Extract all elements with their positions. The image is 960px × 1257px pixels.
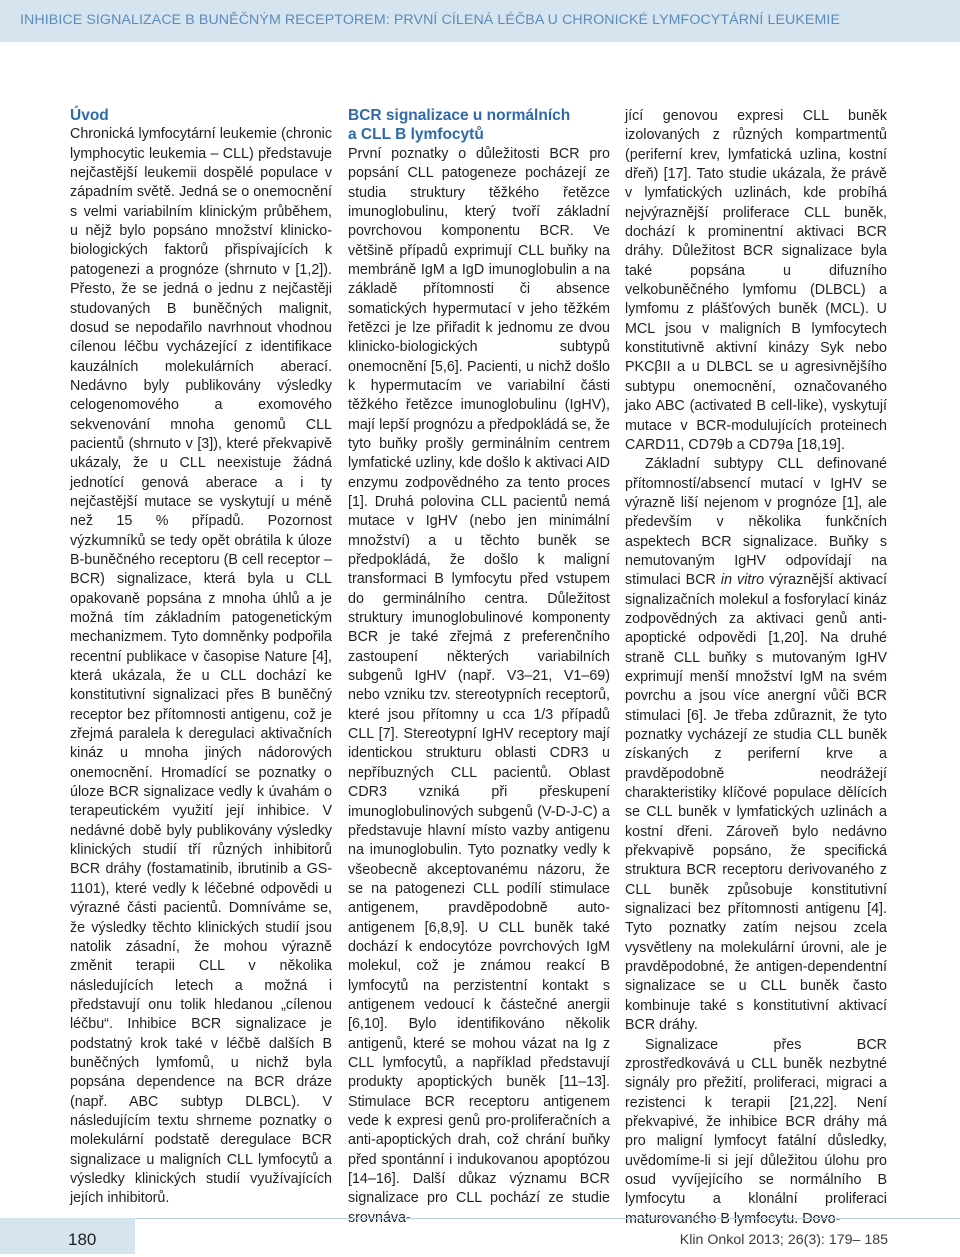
bcr-paragraph-1: První poznatky o důležitosti BCR pro popsání CLL patogeneze pocházejí ze studia struktury těžkého řetězce imunoglobulinu, který tvoří základní povrchovou komponentu BCR. Ve většině případů exprimují CLL buňky na membráně IgM a IgD imunoglobulin a na základě přítomnosti či absence somatických hypermutací v jeho těžkém řetězci je lze přiřadit k jednomu ze dvou klinicko-biologických subtypů onemocnění [5,6]. Pacienti, u nichž došlo k hypermutacím ve variabilní části těžkého řetězce imunoglobulinu (IgHV), mají lepší prognózu a předpokládá se, že tyto buňky prošly germinálním centrem lymfatické uzliny, kde došlo k aktivaci AID enzymu zodpovědného za tento proces [1]. Druhá polovina CLL pacientů nemá mutace v IgHV (nebo jen minimální množství) a u těchto buněk se předpokládá, že došlo k maligní transformaci B lymfocytu před vstupem do germinálního centra. Důležitost struktury imunoglobulinové komponenty BCR je také zřejmá z preferenčního zastoupení některých variabilních subgenů IgHV (např. V3–21, V1–69) nebo vzniku tzv. stereotypních receptorů, které jsou přítomny u cca 1/3 případů CLL [7]. Stereotypní IgHV receptory mají identickou strukturu oblasti CDR3 u nepříbuzných CLL pacientů. Oblast CDR3 vzniká při přeskupení imunoglobulinových subgenů (V-D-J-C) a představuje hlavní místo vazby antigenu na imunoglobulin. Tyto poznatky vedly k všeobecně akceptovanému názoru, že se na patogenezi CLL podílí stimulace antigenem, pravděpodobně auto-antigenem [6,8,9]. U CLL buněk také dochází k endocytóze povrchových IgM molekul, což je známou reakcí B lymfocytů na perzistentní kontakt s antigenem vedoucí k částečné anergii [6,10]. Bylo identifikováno několik antigenů, které se mohou vázat na Ig z CLL lymfocytů, a například představují produkty apoptických buněk [11–13]. Stimulace BCR receptoru antigenem vede k expresi genů pro-proliferačních a anti-apoptických drah, což chrání buňky před spontánní i indukovanou apoptózou [14–16]. Další důkaz významu BCR signalizace pro CLL pochází ze studie srovnáva- <box>348 145 610 1226</box>
section-heading-intro: Úvod <box>70 107 109 124</box>
section-heading-bcr <box>348 106 610 145</box>
running-title: INHIBICE SIGNALIZACE B BUNĚČNÝM RECEPTOREM: PRVNÍ CÍLENÁ LÉČBA U CHRONICKÉ LYMFOCYTÁRNÍ LEUKEMIE <box>20 12 841 28</box>
section-heading-line-1: BCR signalizace u normálních <box>348 107 571 124</box>
bcr-paragraph-2-end: výraznější aktivací signalizačních molekul a fosforylací kináz zodpovědných za aktivaci genů anti-apoptické odpovědi [1,20]. Na druhé straně CLL buňky s mutovaným IgHV exprimují menší množství IgM na svém povrchu a jsou více anergní vůči BCR stimulaci [6]. Je třeba zdůraznit, že tyto poznatky vycházejí ze studia CLL buněk získaných z periferní krve a pravděpodobně neodrážejí charakteristiky klíčové populace dělících se CLL buněk v lymfatických uzlinách a kostní dřeni. Zároveň bylo nedávno překvapivě popsáno, že specifická struktura BCR receptoru derivovaného z CLL buněk způsobuje konstitutivní signalizaci bez přítomnosti antigenu [4]. Tyto poznatky zatím nejsou zcela vysvětleny na molekulární úrovni, ale je pravděpodobné, že antigen-dependentní signalizace se u CLL buněk často kombinuje také s konstitutivní aktivací BCR dráhy. <box>625 572 887 1034</box>
column-1 <box>70 106 332 1209</box>
bcr-paragraph-2 <box>625 455 887 1035</box>
in-vitro-italic: in vitro <box>720 572 765 589</box>
bcr-paragraph-continued: jící genovou expresi CLL buněk izolovaných z různých kompartmentů (periferní krev, lymfatická uzlina, kostní dřeň) [17]. Tato studie ukázala, že právě v lymfatických uzlinách, kde probíhá nejvýraznější proliferace CLL buněk, dochází k prominentní aktivaci BCR dráhy. Důležitost BCR signalizace byla také popsána u difuzního velkobuněčného lymfomu (DLBCL) a lymfomu z plášťových buněk (MCL). U MCL jsou v maligních B lymfocytech konstitutivně aktivní kinázy Syk nebo PKCβII a u DLBCL se u agresivnějšího subtypu onemocnění, označovaného jako ABC (activated B cell-like), vyskytují mutace v BCR-modulujících proteinech CARD11, CD79b a CD79a [18,19]. <box>625 108 887 453</box>
intro-paragraph: Chronická lymfocytární leukemie (chronic lymphocytic leukemia – CLL) představuje nejčastější leukemii dospělé populace v západním světě. Jedná se o onemocnění s velmi variabilním klinickým průběhem, u nějž bylo popsáno množství klinicko-biologických faktorů přispívajících k patogenezi a prognóze (shrnuto v [1,2]). Přesto, že se jedná o jednu z nejčastěji studovaných B buněčných malignit, dosud se nepodařilo navrhnout vhodnou cílenou léčbu vycházející z identifikace kauzálních molekulárních aberací. Nedávno byly publikovány výsledky celogenomového a exomového sekvenování mnoha genomů CLL pacientů (shrnuto v [3]), které překvapivě ukázaly, že u CLL neexistuje žádná jednotící genová aberace a i ty nejčastější mutace se vyskytují u méně než 15 % případů. Pozornost výzkumníků se tedy opět obrátila k úloze B-buněčného receptoru (B cell receptor – BCR) signalizace, která byla u CLL opakovaně popsána z mnoha úhlů a je možná tím základním patogenetickým mechanizmem. Tyto domněnky podpořila recentní publikace v časopise Nature [4], která ukázala, že u CLL dochází ke konstitutivní signalizaci přes B buněčný receptor bez přítomnosti antigenu, což je zřejmá paralela k deregulaci aktivačních kináz u mnoha jiných nádorových onemocnění. Hromadící se poznatky o úloze BCR signalizace vedly k úvahám o terapeutickém využití její inhibice. V nedávné době byly publikovány výsledky klinických studií tří různých inhibitorů BCR dráhy (fostamatinib, ibrutinib a GS-1101), které vedly k léčebné odpovědi u výrazné části pacientů. Domníváme se, že výsledky těchto klinických studií jsou natolik zásadní, že mohou výrazně změnit terapii CLL v několika následujících letech a možná i představují onu tolik hledanou „cílenou léčbu“. Inhibice BCR signalizace je podstatný krok také v léčbě dalších B buněčných lymfomů, u nichž byla popsána dependence na BCR dráze (např. ABC subtyp DLBCL). V následujícím textu shrneme poznatky o molekulární podstatě deregulace BCR signalizace u maligních CLL lymfocytů a výsledky klinických studií využívajících jejích inhibitorů. <box>70 126 332 1207</box>
column-3 <box>625 107 887 1229</box>
running-header <box>0 0 960 42</box>
section-heading-line-2: a CLL B lymfocytů <box>348 126 484 144</box>
bcr-paragraph-3: Signalizace přes BCR zprostředkovává u CLL buněk nezbytné signály pro přežití, proliferaci, migraci a rezistenci k terapii [21,22]. Není překvapivé, že inhibice BCR dráhy má pro maligní lymfocyt fatální důsledky, uvědomíme-li si její důležitou úlohu pro osud vyvíjejícího se normálního B lymfocytu a klonální proliferaci maturovaného B lymfocytu. Dovo- <box>625 1036 887 1227</box>
column-2 <box>348 106 610 1228</box>
page-number: 180 <box>68 1230 97 1249</box>
bcr-paragraph-2-start: Základní subtypy CLL definované přítomností/absencí mutací v IgHV se výrazně liší nejenom v prognóze [1], ale především v několika funkčních aspektech BCR signalizace. Buňky s nemutovaným IgHV odpovídají na stimulaci BCR <box>625 456 887 589</box>
journal-citation: Klin Onkol 2013; 26(3): 179– 185 <box>679 1232 888 1248</box>
